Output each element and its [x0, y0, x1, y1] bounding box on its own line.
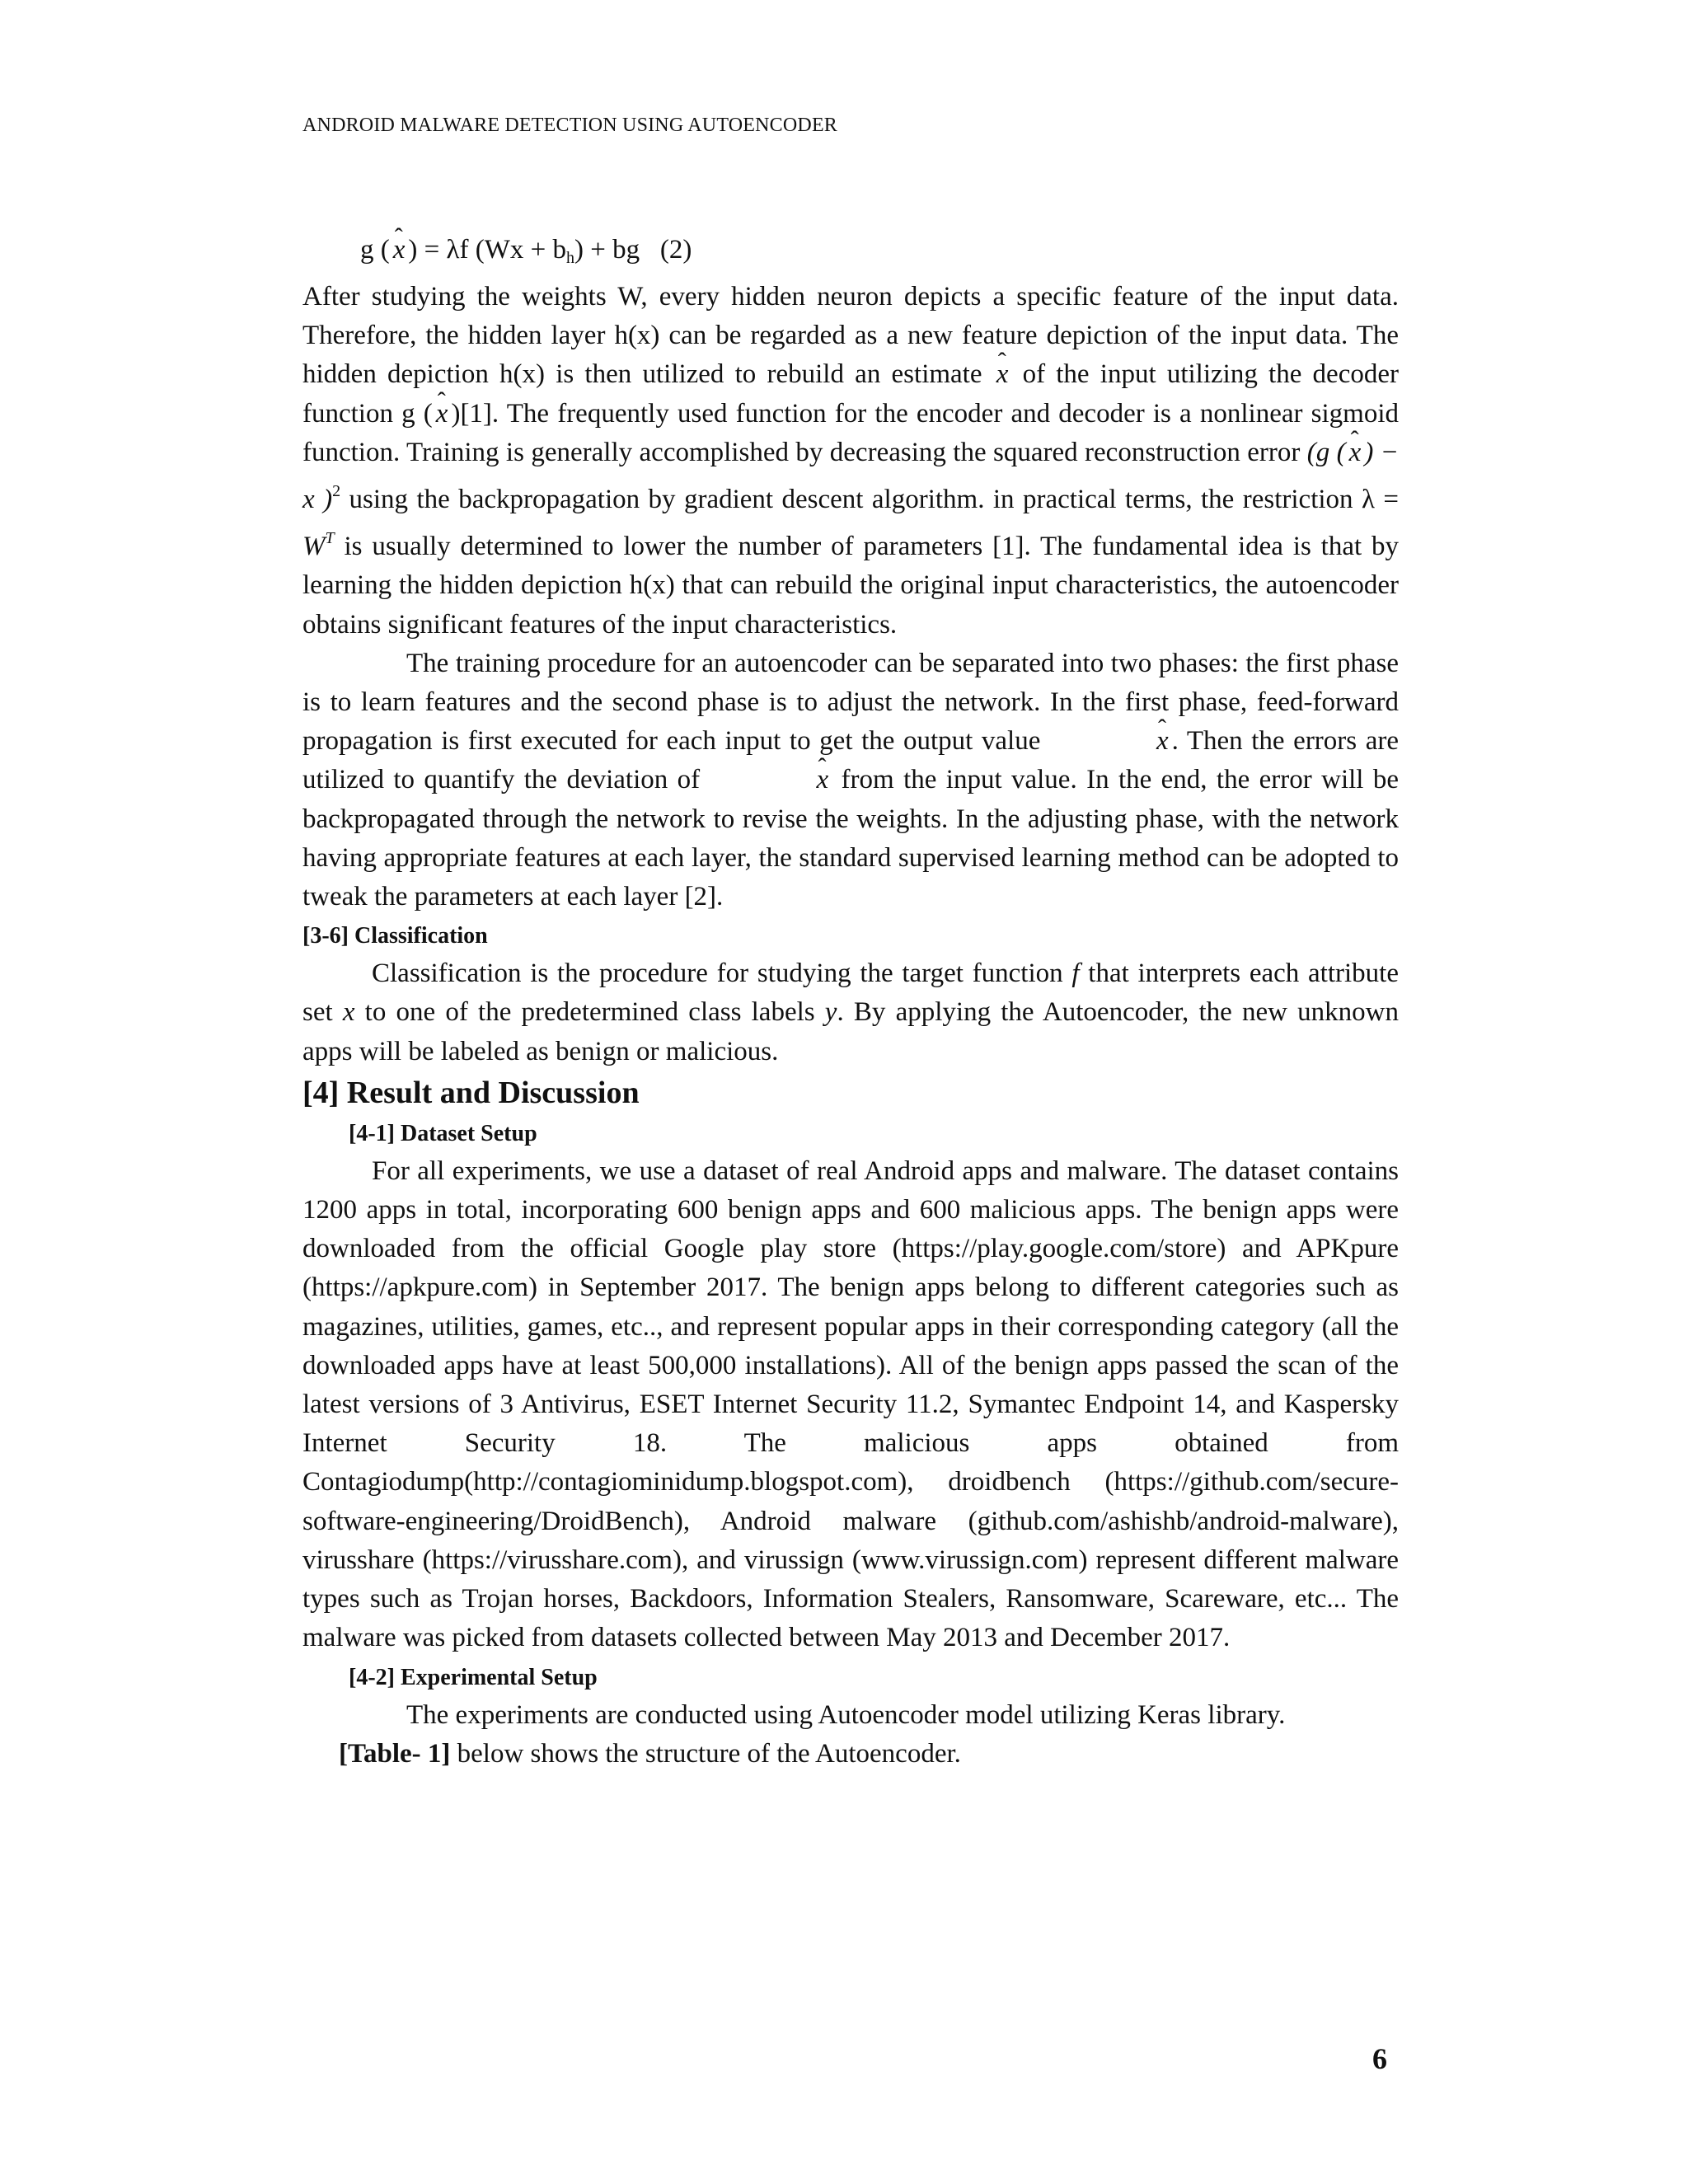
p5-text-a: The experiments are conducted using Autoencoder model utilizing Keras library.	[406, 1699, 1286, 1730]
table-reference: [Table- 1]	[339, 1738, 451, 1769]
section-heading-4-2: [4-2] Experimental Setup	[349, 1664, 598, 1690]
error-open: (g (	[1306, 437, 1346, 467]
p2-text-c: from the input value. In the end, the error will be backpropagated through the network to revise the weights. In the adjusting phase, with the network having appropriate features at each layer, the standard supervised learning method can be adopted to tweak the parameters at each layer [2].	[302, 765, 1399, 912]
error-mid: ) − x )	[302, 437, 1399, 515]
equation-number: (2)	[659, 235, 692, 265]
error-exponent: 2	[332, 482, 341, 501]
equation-rhs: ) = λf (Wx + b	[408, 235, 566, 265]
equation-2	[302, 231, 1399, 278]
subscript-h: h	[566, 249, 574, 267]
section-heading-4: [4] Result and Discussion	[302, 1075, 640, 1110]
page-number: 6	[1372, 2042, 1387, 2075]
p3-text-c: to one of the predetermined class labels	[354, 997, 825, 1028]
paragraph-classification	[302, 954, 1399, 1071]
w-symbol: W	[302, 532, 326, 562]
y-symbol: y	[824, 997, 837, 1028]
x-hat-symbol: ˆ x	[390, 231, 409, 269]
equation-lhs: g (	[360, 235, 390, 265]
section-heading-4-1: [4-1] Dataset Setup	[349, 1120, 537, 1146]
p1-text-e: is usually determined to lower the number of parameters [1]. The fundamental idea is that by learning the hidden depiction h(x) that can rebuild the original input characteristics, the autoencoder obtains significant features of the input characteristics.	[302, 532, 1399, 640]
p1-text-b: of the input utilizing the decoder function g (	[302, 359, 1399, 429]
paragraph-autoencoder-explanation	[302, 278, 1399, 644]
p2-text-b: . Then the errors are utilized to quantify the deviation of	[302, 726, 1399, 795]
x-hat-symbol: ˆ x	[1049, 722, 1172, 761]
p1-text-c: )[1]. The frequently used function for the encoder and decoder is a nonlinear sigmoid function. Training is generally accomplished by decreasing the squared reconstruction error	[302, 398, 1399, 467]
x-hat-symbol: ˆ x	[1346, 434, 1365, 472]
page-body	[302, 231, 1399, 1774]
transpose-superscript: T	[325, 529, 335, 548]
x-hat-symbol: ˆ x	[433, 395, 452, 434]
f-symbol: f	[1071, 958, 1080, 989]
running-header: ANDROID MALWARE DETECTION USING AUTOENCODER	[302, 115, 838, 136]
x-symbol: x	[342, 997, 355, 1028]
p1-text-a: After studying the weights W, every hidden neuron depicts a specific feature of the input data. Therefore, the hidden layer h(x) can be regarded as a new feature depiction of the input data. The hidden depiction h(x) is then utilized to rebuild an estimate	[302, 282, 1399, 390]
p3-text-a: Classification is the procedure for studying the target function	[372, 958, 1072, 989]
x-hat-symbol: ˆ x	[710, 761, 832, 799]
p3-text-d: . By applying the Autoencoder, the new unknown apps will be labeled as benign or malicious.	[302, 997, 1399, 1066]
paragraph-experimental-setup	[302, 1696, 1399, 1735]
paragraph-experimental-setup-continued	[302, 1735, 1399, 1774]
paragraph-training-procedure	[302, 644, 1399, 916]
p1-text-d: using the backpropagation by gradient descent algorithm. in practical terms, the restriction λ =	[340, 485, 1400, 515]
equation-tail: ) + bg	[574, 235, 640, 265]
p2-text-a: The training procedure for an autoencoder can be separated into two phases: the first phase is to learn features and the second phase is to adjust the network. In the first phase, feed-forward propagation is first executed for each input to get the output value	[302, 648, 1399, 757]
section-heading-3-6: [3-6] Classification	[302, 923, 488, 949]
paragraph-dataset-setup: For all experiments, we use a dataset of real Android apps and malware. The dataset contains 1200 apps in total, incorporating 600 benign apps and 600 malicious apps. The benign apps were downloaded from the official Google play store (https://play.google.com/store) and APKpure (https://apkpure.com) in September 2017. The benign apps belong to different categories such as magazines, utilities, games, etc.., and represent popular apps in their corresponding category (all the downloaded apps have at least 500,000 installations). All of the benign apps passed the scan of the latest versions of 3 Antivirus, ESET Internet Security 11.2, Symantec Endpoint 14, and Kaspersky Internet Security 18. The malicious apps obtained from Contagiodump(http://contagiominidump.blogspot.com), droidbench (https://github.com/secure-software-engineering/DroidBench), Android malware (github.com/ashishb/android-malware), virusshare (https://virusshare.com), and virussign (www.virussign.com) represent different malware types such as Trojan horses, Backdoors, Information Stealers, Ransomware, Scareware, etc... The malware was picked from datasets collected between May 2013 and December 2017.	[302, 1155, 1399, 1653]
x-hat-symbol: ˆ x	[993, 355, 1012, 394]
p5-text-b: below shows the structure of the Autoencoder.	[450, 1738, 961, 1769]
p3-text-b: that interprets each attribute set	[302, 958, 1399, 1028]
